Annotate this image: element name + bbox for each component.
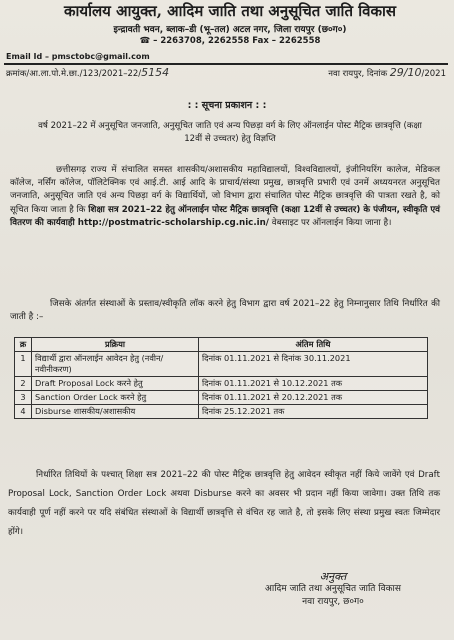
paragraph-intro-bold: शिक्षा सत्र 2021–22 हेतु ऑनलाईन पोस्ट मैट्रिक छात्रवृत्ति (कक्षा 12वीं से उच्चतर) के पंजीयन, स्वीकृति एवं वितरण की कार्यवाही http://postmatric-scholarship.cg.nic.in/ (10, 204, 440, 228)
row-process: Draft Proposal Lock करने हेतु (32, 377, 199, 391)
notice-subject: वर्ष 2021–22 में अनुसूचित जनजाति, अनुसूचित जाति एवं अन्य पिछड़ा वर्ग के लिए ऑनलाईन पोस्ट मैट्रिक छात्रवृत्ति (कक्षा 12वीं से उच्चतर) हेतु विज्ञप्ति (38, 121, 422, 144)
table-row (15, 405, 428, 419)
signature-designation: आदिम जाति तथा अनुसूचित जाति विकास (265, 584, 401, 594)
place-date-prefix: नवा रायपुर, दिनांक (328, 69, 388, 79)
date-handwritten: 29/10 (389, 66, 422, 79)
paragraph-conditions: निर्धारित तिथियों के पश्चात् शिक्षा सत्र 2021–22 की पोस्ट मैट्रिक छात्रवृत्ति हेतु आवेदन स्वीकृत नहीं किये जावेंगे एवं Draft Proposal Lock, Sanction Order Lock अथवा Disburse करने का अवसर भी प्रदान नहीं किया जावेगा। उक्त तिथि तक कार्यवाही पूर्ण नहीं करने पर यदि संबंधित संस्थाओं के विद्यार्थी छात्रवृत्ति से वंचित रह जाते है, तो इसके लिए संस्था प्रमुख स्वतः जिम्मेदार होंगे। (8, 470, 440, 537)
notice-heading: : : सूचना प्रकाशन : : (187, 100, 267, 111)
table-row (15, 391, 428, 405)
header-serial: क्र (15, 338, 32, 352)
header-divider (4, 63, 448, 65)
row-serial: 1 (15, 352, 32, 377)
office-email: Email Id – pmsctobc@gmail.com (6, 52, 150, 61)
paragraph-intro (10, 164, 440, 230)
signature-place: नवा रायपुर, छ०ग० (302, 597, 364, 607)
paragraph-intro-end: वेबसाइट पर ऑनलाईन किया जाना है। (271, 217, 392, 228)
header-process: प्रक्रिया (32, 338, 199, 352)
row-deadline: दिनांक 01.11.2021 से 20.12.2021 तक (199, 391, 428, 405)
reference-number (6, 66, 169, 79)
date-year: /2021 (421, 69, 446, 79)
table-row (15, 352, 428, 377)
table-row (15, 377, 428, 391)
row-serial: 4 (15, 405, 32, 419)
office-address: इन्द्रावती भवन, ब्लाक–डी (भू–तल) अटल नगर, जिला रायपुर (छ०ग०) (113, 25, 347, 35)
row-process: विद्यार्थी द्वारा ऑनलाईन आवेदन हेतु (नवीन/नवीनीकरण) (32, 352, 199, 377)
row-deadline: दिनांक 25.12.2021 तक (199, 405, 428, 419)
table-header-row (15, 338, 428, 352)
reference-number-prefix: क्रमांक/आ.ला.पो.मे.छा./123/2021–22/ (6, 69, 142, 79)
paragraph-schedule-intro: जिसके अंतर्गत संस्थाओं के प्रस्ताव/स्वीकृति लॉक करने हेतु विभाग द्वारा वर्ष 2021–22 हेतु निम्नानुसार तिथि निर्धारित की जाती है :– (10, 299, 440, 323)
office-title: कार्यालय आयुक्त, आदिम जाति तथा अनुसूचित जाति विकास (64, 2, 396, 20)
row-serial: 2 (15, 377, 32, 391)
reference-number-handwritten: 5154 (141, 66, 170, 79)
signature-block (228, 570, 438, 609)
row-process: Disburse शासकीय/अशासकीय (32, 405, 199, 419)
row-deadline: दिनांक 01.11.2021 से दिनांक 30.11.2021 (199, 352, 428, 377)
row-deadline: दिनांक 01.11.2021 से 10.12.2021 तक (199, 377, 428, 391)
paragraph-intro-text: छत्तीसगढ़ राज्य में संचालित समस्त शासकीय/अशासकीय महाविद्यालयों, विश्वविद्यालयों, इंजीनियरिंग कालेज, मेडिकल कॉलेज, नर्सिंग कॉलेज, पॉलिटेक्निक एवं आई.टी. आई आदि के प्राचार्य/संस्था प्रमुख, छात्रवृत्ति प्रभारी एवं उनमें अध्ययनरत अनुसूचित जनजाति, अनुसूचित जाति एवं अन्य पिछड़ा वर्ग के विद्यार्थियों, जो विभाग द्वारा संचालित पोस्ट मैट्रिक छात्रवृत्ति की पात्रता रखते है, को सूचित किया जाता है कि (10, 165, 440, 215)
row-serial: 3 (15, 391, 32, 405)
office-phone-fax: ☎ – 2263708, 2262558 Fax – 2262558 (139, 36, 321, 46)
schedule-table (14, 337, 428, 419)
reference-date (328, 66, 446, 79)
row-process: Sanction Order Lock करने हेतु (32, 391, 199, 405)
header-deadline: अंतिम तिथि (199, 338, 428, 352)
signature-mark: अनुक्त (319, 570, 347, 583)
